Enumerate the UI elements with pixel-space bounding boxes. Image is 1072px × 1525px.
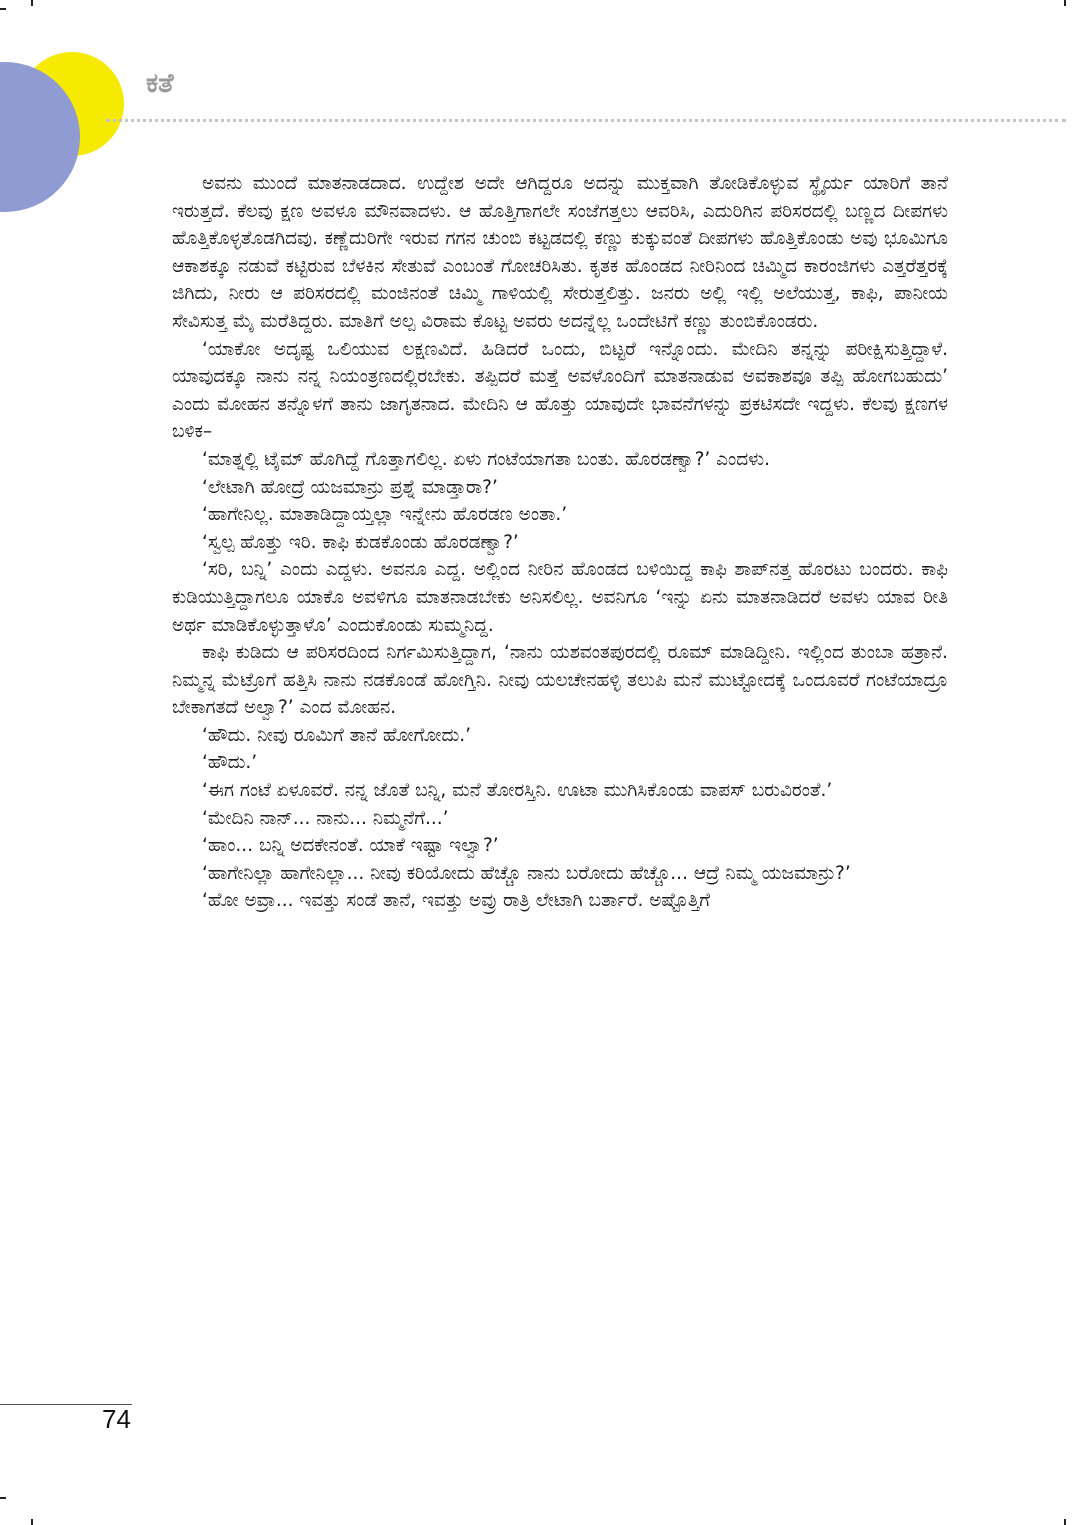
paragraph: ‘ಹಾಗೇನಿಲ್ಲ. ಮಾತಾಡಿದ್ದಾಯ್ತಲ್ಲಾ ಇನ್ನೇನು ಹೊರಡಣ ಅಂತಾ.’ <box>202 504 568 526</box>
paragraph: ‘ಹಾಂ... ಬನ್ನಿ ಅದಕೇನಂತೆ. ಯಾಕೆ ಇಷ್ಟಾ ಇಲ್ವಾ?’ <box>202 835 499 857</box>
paragraph: ಕಾಫಿ ಕುಡಿದು ಆ ಪರಿಸರದಿಂದ ನಿರ್ಗಮಿಸುತ್ತಿದ್ದಾಗ, ‘ನಾನು ಯಶವಂತಪುರದಲ್ಲಿ ರೂಮ್ ಮಾಡಿದ್ದೀನಿ. ಇಲ್ಲಿಂದ ತುಂಬಾ ಹತ್ರಾನೆ. ನಿಮ್ಮನ್ನ ಮೆಟ್ರೊಗೆ ಹತ್ತಿಸಿ ನಾನು ನಡಕೊಂಡೆ ಹೋಗ್ತಿನಿ. ನೀವು ಯಲಚೇನಹಳ್ಳಿ ತಲುಪಿ ಮನೆ ಮುಟ್ಟೋದಕ್ಕೆ ಒಂದೂವರೆ ಗಂಟೆಯಾದ್ರೂ ಬೇಕಾಗತದೆ ಅಲ್ವಾ?’ ಎಂದ ಮೋಹನ. <box>172 642 948 719</box>
paragraph: ‘ಹೌದು.’ <box>202 752 258 774</box>
paragraph: ‘ಯಾಕೋ ಅದೃಷ್ಟ ಒಲಿಯುವ ಲಕ್ಷಣವಿದೆ. ಹಿಡಿದರೆ ಒಂದು, ಬಿಟ್ಟರೆ ಇನ್ನೊಂದು. ಮೇದಿನಿ ತನ್ನನ್ನು ಪರೀಕ್ಷಿಸುತ್ತಿದ್ದಾಳೆ. ಯಾವುದಕ್ಕೂ ನಾನು ನನ್ನ ನಿಯಂತ್ರಣದಲ್ಲಿರಬೇಕು. ತಪ್ಪಿದರೆ ಮತ್ತೆ ಅವಳೊಂದಿಗೆ ಮಾತನಾಡುವ ಅವಕಾಶವೂ ತಪ್ಪಿ ಹೋಗಬಹುದು’ ಎಂದು ಮೋಹನ ತನ್ನೊಳಗೆ ತಾನು ಜಾಗೃತನಾದ. ಮೇದಿನಿ ಆ ಹೊತ್ತು ಯಾವುದೇ ಭಾವನೆಗಳನ್ನು ಪ್ರಕಟಿಸದೇ ಇದ್ದಳು. ಕೆಲವು ಕ್ಷಣಗಳ ಬಳಿಕ– <box>172 338 948 443</box>
paragraph: ‘ಹೌದು. ನೀವು ರೂಮಿಗೆ ತಾನೆ ಹೋಗೋದು.’ <box>202 724 472 746</box>
crop-mark-top-left <box>0 8 6 10</box>
paragraph: ‘ಲೇಟಾಗಿ ಹೋದ್ರೆ ಯಜಮಾನ್ರು ಪ್ರಶ್ನೆ ಮಾಡ್ತಾರಾ?’ <box>202 476 498 498</box>
crop-mark-bottom-left-v <box>31 1519 33 1525</box>
story-body <box>172 170 948 915</box>
page-number: 74 <box>102 1404 131 1434</box>
crop-mark-bottom-left <box>0 1497 6 1499</box>
paragraph: ‘ಹೋ ಅವ್ರಾ... ಇವತ್ತು ಸಂಡೆ ತಾನೆ, ಇವತ್ತು ಅವ್ರು ರಾತ್ರಿ ಲೇಟಾಗಿ ಬರ್ತಾರೆ. ಅಷ್ಟೊತ್ತಿಗೆ <box>202 890 710 912</box>
paragraph: ‘ಸ್ವಲ್ಪ ಹೊತ್ತು ಇರಿ. ಕಾಫಿ ಕುಡಕೊಂಡು ಹೊರಡಣ್ವಾ?’ <box>202 531 519 553</box>
crop-mark-top-left-v <box>31 0 33 6</box>
paragraph: ಅವನು ಮುಂದೆ ಮಾತನಾಡದಾದ. ಉದ್ದೇಶ ಅದೇ ಆಗಿದ್ದರೂ ಅದನ್ನು ಮುಕ್ತವಾಗಿ ತೋಡಿಕೊಳ್ಳುವ ಸ್ಥೈರ್ಯ ಯಾರಿಗೆ ತಾನೆ ಇರುತ್ತದೆ. ಕೆಲವು ಕ್ಷಣ ಅವಳೂ ಮೌನವಾದಳು. ಆ ಹೊತ್ತಿಗಾಗಲೇ ಸಂಜೆಗತ್ತಲು ಆವರಿಸಿ, ಎದುರಿಗಿನ ಪರಿಸರದಲ್ಲಿ ಬಣ್ಣದ ದೀಪಗಳು ಹೊತ್ತಿಕೊಳ್ಳತೊಡಗಿದವು. ಕಣ್ಣೆದುರಿಗೇ ಇರುವ ಗಗನ ಚುಂಬಿ ಕಟ್ಟಡದಲ್ಲಿ ಕಣ್ಣು ಕುಕ್ಕುವಂತೆ ದೀಪಗಳು ಹೊತ್ತಿಕೊಂಡು ಅವು ಭೂಮಿಗೂ ಆಕಾಶಕ್ಕೂ ನಡುವೆ ಕಟ್ಟಿರುವ ಬೆಳಕಿನ ಸೇತುವೆ ಎಂಬಂತೆ ಗೋಚರಿಸಿತು. ಕೃತಕ ಹೊಂಡದ ನೀರಿನಿಂದ ಚಿಮ್ಮಿದ ಕಾರಂಜಿಗಳು ಎತ್ತರೆತ್ತರಕ್ಕೆ ಜಿಗಿದು, ನೀರು ಆ ಪರಿಸರದಲ್ಲಿ ಮಂಜಿನಂತೆ ಚಿಮ್ಮಿ ಗಾಳಿಯಲ್ಲಿ ಸೇರುತ್ತಲಿತ್ತು. ಜನರು ಅಲ್ಲಿ ಇಲ್ಲಿ ಅಲೆಯುತ್ತ, ಕಾಫಿ, ಪಾನೀಯ ಸೇವಿಸುತ್ತ ಮೈ ಮರೆತಿದ್ದರು. ಮಾತಿಗೆ ಅಲ್ಪ ವಿರಾಮ ಕೊಟ್ಟ ಅವರು ಅದನ್ನೆಲ್ಲ ಒಂದೇಟಿಗೆ ಕಣ್ಣು ತುಂಬಿಕೊಂಡರು. <box>172 173 948 332</box>
crop-mark-top-right <box>1064 0 1066 6</box>
header-dotted-rule <box>106 119 1066 122</box>
paragraph: ‘ಮೇದಿನಿ ನಾನ್... ನಾನು... ನಿಮ್ಮನೆಗೆ...’ <box>202 807 449 829</box>
paragraph: ‘ಸರಿ, ಬನ್ನಿ’ ಎಂದು ಎದ್ದಳು. ಅವನೂ ಎದ್ದ. ಅಲ್ಲಿಂದ ನೀರಿನ ಹೊಂಡದ ಬಳಿಯಿದ್ದ ಕಾಫಿ ಶಾಪ್‌ನತ್ತ ಹೊರಟು ಬಂದರು. ಕಾಫಿ ಕುಡಿಯುತ್ತಿದ್ದಾಗಲೂ ಯಾಕೊ ಅವಳಿಗೂ ಮಾತನಾಡಬೇಕು ಅನಿಸಲಿಲ್ಲ. ಅವನಿಗೂ ‘ಇನ್ನು ಏನು ಮಾತನಾಡಿದರೆ ಅವಳು ಯಾವ ರೀತಿ ಅರ್ಥ ಮಾಡಿಕೊಳ್ಳುತ್ತಾಳೊ’ ಎಂದುಕೊಂಡು ಸುಮ್ಮನಿದ್ದ. <box>172 559 948 636</box>
paragraph: ‘ಹಾಗೇನಿಲ್ಲಾ ಹಾಗೇನಿಲ್ಲಾ... ನೀವು ಕರಿಯೋದು ಹೆಚ್ಚೊ ನಾನು ಬರೋದು ಹೆಚ್ಚೊ... ಆದ್ರೆ ನಿಮ್ಮ ಯಜಮಾನ್ರು?’ <box>202 862 851 884</box>
paragraph: ‘ಈಗ ಗಂಟೆ ಏಳೂವರೆ. ನನ್ನ ಜೊತೆ ಬನ್ನಿ, ಮನೆ ತೋರಸ್ತಿನಿ. ಊಟಾ ಮುಗಿಸಿಕೊಂಡು ವಾಪಸ್ ಬರುವಿರಂತೆ.’ <box>202 780 833 802</box>
paragraph: ‘ಮಾತ್ನಲ್ಲಿ ಟೈಮ್ ಹೊಗಿದ್ದೆ ಗೊತ್ತಾಗಲಿಲ್ಲ. ಏಳು ಗಂಟೆಯಾಗತಾ ಬಂತು. ಹೊರಡಣ್ವಾ?’ ಎಂದಳು. <box>202 448 771 470</box>
section-title: ಕತೆ <box>146 68 174 99</box>
crop-mark-bottom-right <box>1064 1519 1066 1525</box>
